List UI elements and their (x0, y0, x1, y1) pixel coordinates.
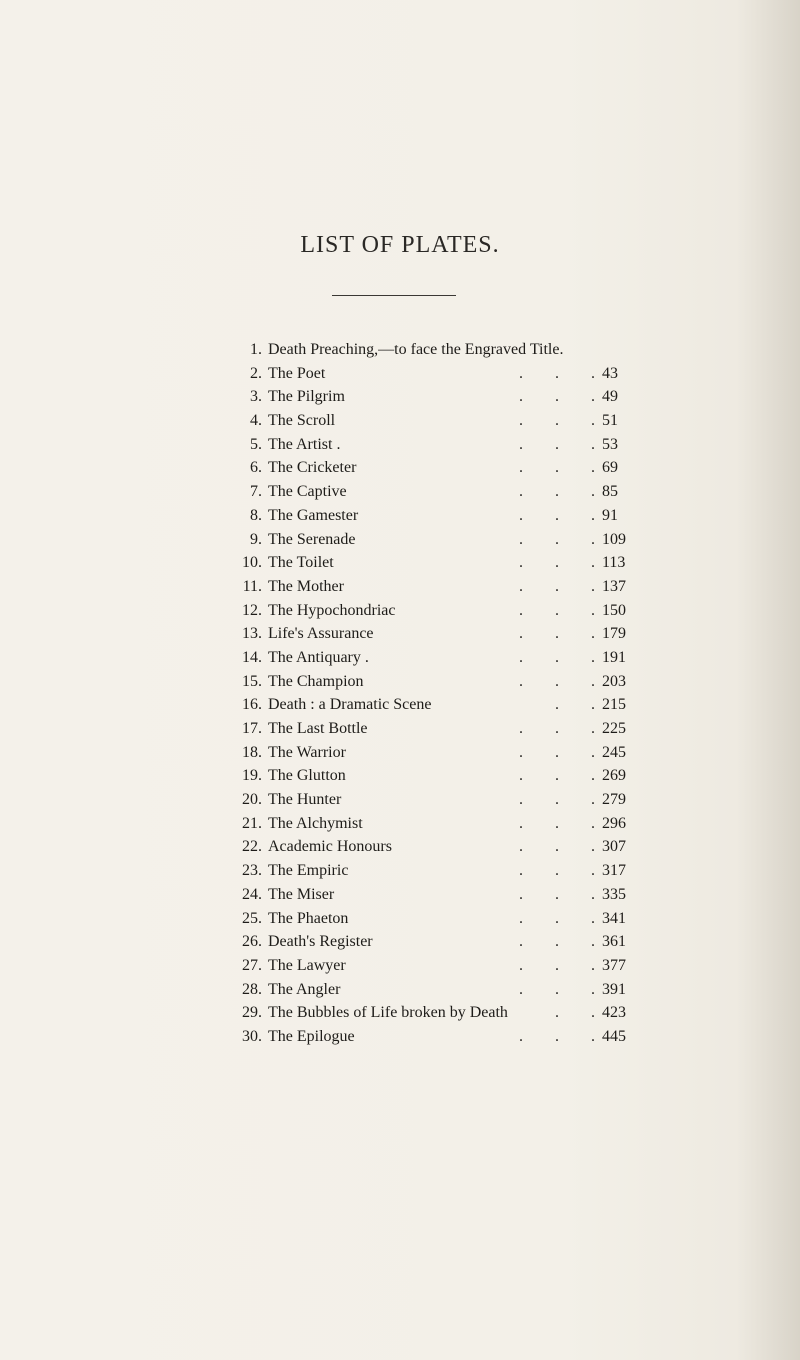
plate-page: 341 (602, 909, 626, 927)
plate-page: 137 (602, 577, 626, 595)
plate-number: 13. (242, 625, 262, 643)
plate-title: The Hypochondriac (268, 601, 396, 619)
plate-title: The Miser (268, 885, 335, 903)
plate-entry (0, 433, 800, 457)
plate-number: 30. (242, 1027, 262, 1045)
dot-leader: . . . (519, 530, 595, 548)
plate-page: 51 (602, 412, 618, 430)
plate-title: The Empiric (268, 862, 349, 880)
plate-number: 27. (242, 956, 262, 974)
plate-entry (0, 954, 800, 978)
dot-leader: . . . (519, 554, 595, 572)
plate-number: 23. (242, 862, 262, 880)
dot-leader: . . (555, 696, 595, 714)
plate-page: 225 (602, 720, 626, 737)
plate-title: The Lawyer (268, 956, 346, 974)
plate-page: 296 (602, 814, 626, 832)
plate-page: 49 (602, 388, 618, 406)
plate-entry (0, 741, 800, 765)
plate-page: 179 (602, 625, 626, 643)
dot-leader: . . . (519, 435, 595, 453)
dot-leader: . . . (519, 980, 595, 998)
plate-page: 269 (602, 767, 626, 785)
plate-entry (0, 362, 800, 386)
plate-title: Academic Honours (268, 838, 392, 856)
plate-title: The Epilogue (268, 1027, 355, 1045)
dot-leader: . . . (519, 814, 595, 832)
dot-leader: . . . (519, 483, 595, 501)
plate-title: The Gamester (268, 506, 359, 524)
dot-leader: . . . (519, 909, 595, 927)
dot-leader: . . . (519, 933, 595, 951)
plate-title: Death Preaching,—to face the Engraved Title. (268, 341, 564, 358)
plate-page: 391 (602, 980, 626, 998)
plate-number: 8. (250, 506, 262, 524)
plate-entry (0, 1025, 800, 1049)
dot-leader: . . . (519, 767, 595, 785)
plate-entry (0, 907, 800, 931)
plate-number: 3. (250, 388, 262, 406)
plate-number: 11. (242, 577, 262, 595)
plate-number: 4. (250, 412, 262, 430)
plate-number: 25. (242, 909, 262, 927)
plate-page: 445 (602, 1027, 626, 1045)
plate-number: 16. (242, 696, 262, 714)
plate-page: 150 (602, 601, 626, 619)
plate-entry (0, 599, 800, 623)
plate-number: 9. (250, 530, 262, 548)
plate-page: 307 (602, 838, 626, 856)
plate-entry (0, 788, 800, 812)
plate-page: 279 (602, 791, 626, 809)
plate-page: 335 (602, 885, 626, 903)
plate-title: The Hunter (268, 791, 342, 809)
plate-title: The Toilet (268, 554, 334, 572)
plate-number: 5. (250, 435, 262, 453)
plate-entry (0, 646, 800, 670)
page-title: LIST OF PLATES. (300, 232, 500, 258)
plate-entry (0, 622, 800, 646)
plate-number: 17. (242, 720, 262, 737)
plate-title: Death's Register (268, 933, 373, 951)
plate-page: 423 (602, 1004, 626, 1022)
plate-number: 7. (250, 483, 262, 501)
plate-title: The Antiquary . (268, 648, 369, 666)
plate-page: 361 (602, 933, 626, 951)
dot-leader: . . . (519, 672, 595, 690)
plate-number: 6. (250, 459, 262, 477)
plate-number: 21. (242, 814, 262, 832)
plate-title: The Mother (268, 577, 344, 595)
plate-entry (0, 883, 800, 907)
plate-page: 109 (602, 530, 626, 548)
dot-leader: . . . (519, 1027, 595, 1045)
plate-number: 24. (242, 885, 262, 903)
plate-page: 69 (602, 459, 618, 477)
plate-number: 15. (242, 672, 262, 690)
plate-entry (0, 385, 800, 409)
plate-entry (0, 670, 800, 694)
plate-title: The Captive (268, 483, 347, 501)
dot-leader: . . . (519, 791, 595, 809)
plate-page: 43 (602, 364, 618, 382)
dot-leader: . . . (519, 862, 595, 880)
plate-entry (0, 978, 800, 1002)
plate-page: 245 (602, 743, 626, 761)
plate-title: The Phaeton (268, 909, 349, 927)
dot-leader: . . (555, 1004, 595, 1022)
plate-page: 113 (602, 554, 626, 572)
dot-leader: . . . (519, 412, 595, 430)
plate-title: The Cricketer (268, 459, 357, 477)
plate-title: Life's Assurance (268, 625, 374, 643)
plate-title: The Alchymist (268, 814, 363, 832)
plate-entry (0, 528, 800, 552)
dot-leader: . . . (519, 506, 595, 524)
plate-title: The Scroll (268, 412, 336, 430)
plate-entry (0, 504, 800, 528)
plate-title: The Glutton (268, 767, 346, 785)
plate-list (0, 338, 800, 1049)
plate-entry (0, 930, 800, 954)
plate-page: 377 (602, 956, 626, 974)
plate-title: The Last Bottle (268, 720, 368, 737)
plate-entry (0, 717, 800, 741)
plate-number: 28. (242, 980, 262, 998)
plate-title: The Serenade (268, 530, 356, 548)
plate-number: 10. (242, 554, 262, 572)
plate-number: 2. (250, 364, 262, 382)
plate-entry (0, 1001, 800, 1025)
plate-title: The Warrior (268, 743, 346, 761)
plate-title: The Angler (268, 980, 341, 998)
plate-page: 91 (602, 506, 618, 524)
plate-entry (0, 835, 800, 859)
plate-page: 53 (602, 435, 618, 453)
plate-entry (0, 480, 800, 504)
plate-number: 20. (242, 791, 262, 809)
plate-page: 203 (602, 672, 626, 690)
plate-page: 215 (602, 696, 626, 714)
plate-entry (0, 812, 800, 836)
plate-title: Death : a Dramatic Scene (268, 696, 432, 714)
plate-number: 29. (242, 1004, 262, 1022)
dot-leader: . . . (519, 648, 595, 666)
plate-entry (0, 764, 800, 788)
dot-leader: . . . (519, 625, 595, 643)
plate-title: The Pilgrim (268, 388, 345, 406)
plate-title: The Artist . (268, 435, 341, 453)
dot-leader: . . . (519, 838, 595, 856)
plate-entry (0, 456, 800, 480)
plate-entry (0, 338, 800, 362)
plate-number: 22. (242, 838, 262, 856)
dot-leader: . . . (519, 720, 595, 737)
plate-title: The Poet (268, 364, 326, 382)
plate-number: 18. (242, 743, 262, 761)
dot-leader: . . . (519, 388, 595, 406)
plate-page: 191 (602, 648, 626, 666)
plate-number: 1. (250, 341, 262, 358)
dot-leader: . . . (519, 459, 595, 477)
plate-entry (0, 551, 800, 575)
plate-entry (0, 575, 800, 599)
plate-title: The Champion (268, 672, 364, 690)
plate-number: 19. (242, 767, 262, 785)
plate-entry (0, 409, 800, 433)
plate-title: The Bubbles of Life broken by Death (268, 1004, 508, 1022)
dot-leader: . . . (519, 956, 595, 974)
plate-page: 85 (602, 483, 618, 501)
plate-number: 26. (242, 933, 262, 951)
title-rule (332, 295, 456, 296)
dot-leader: . . . (519, 364, 595, 382)
plate-number: 12. (242, 601, 262, 619)
plate-page: 317 (602, 862, 626, 880)
dot-leader: . . . (519, 601, 595, 619)
plate-entry (0, 859, 800, 883)
plate-number: 14. (242, 648, 262, 666)
dot-leader: . . . (519, 577, 595, 595)
dot-leader: . . . (519, 743, 595, 761)
plate-entry (0, 693, 800, 717)
dot-leader: . . . (519, 885, 595, 903)
